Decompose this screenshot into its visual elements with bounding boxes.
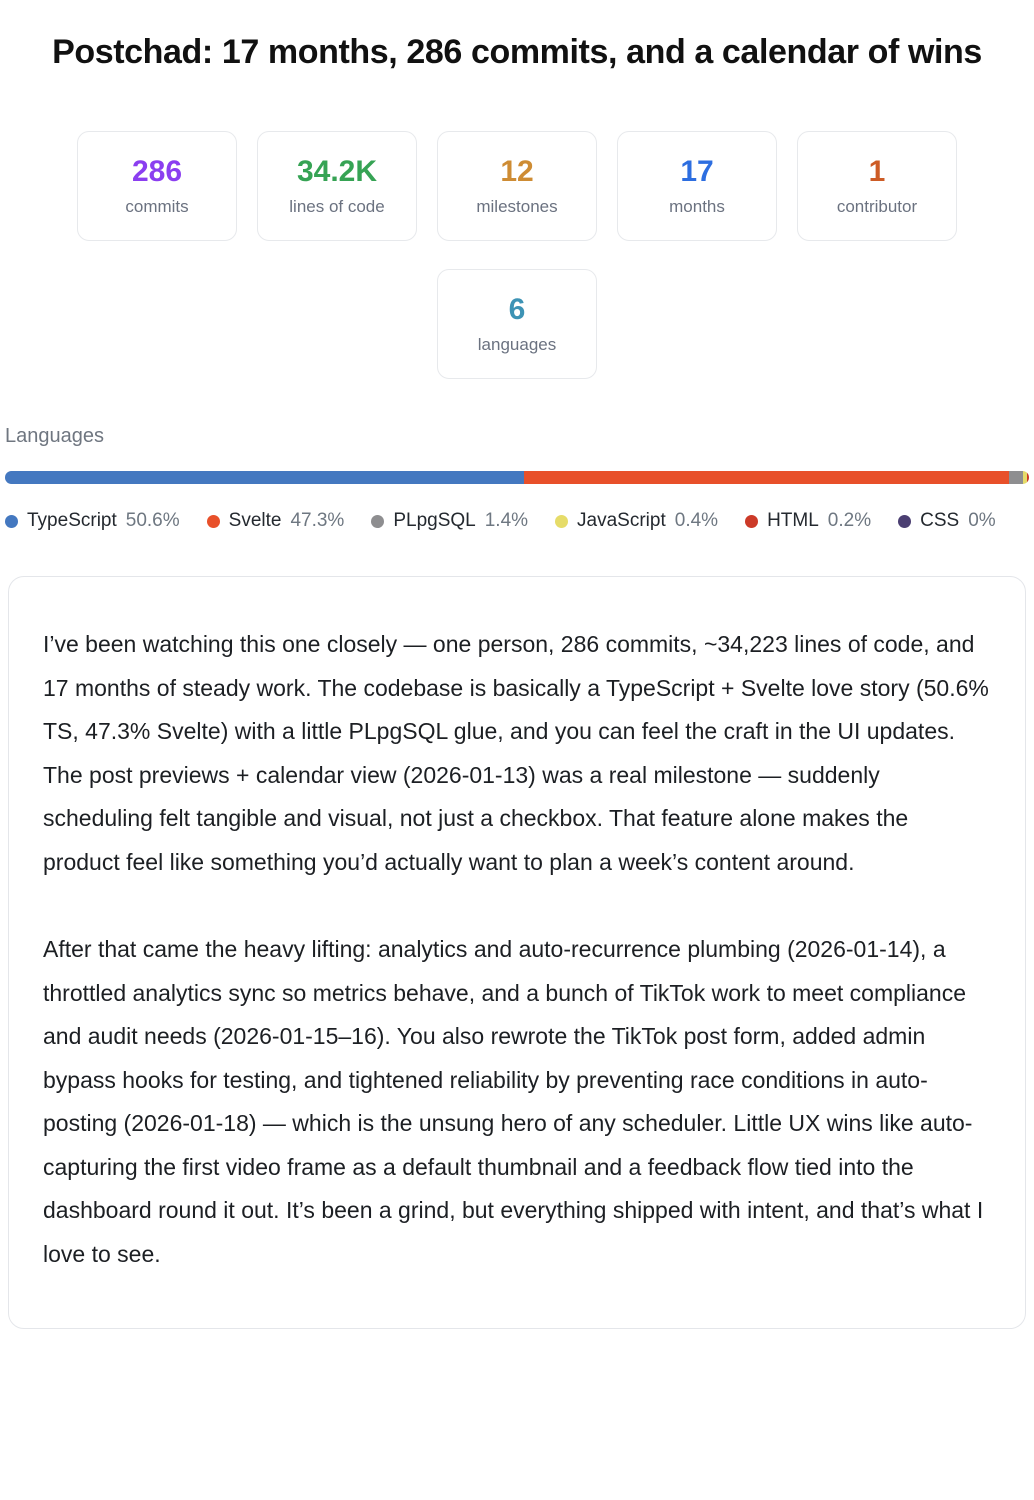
- page-title: Postchad: 17 months, 286 commits, and a calendar of wins: [52, 33, 982, 71]
- legend-name: Svelte: [228, 510, 282, 531]
- legend-item-svelte: [207, 510, 345, 532]
- language-bar-segment-svelte: [524, 471, 1009, 484]
- stat-label-months: months: [669, 197, 725, 216]
- language-legend: [5, 510, 1029, 532]
- stat-value-contributor: 1: [868, 155, 886, 188]
- legend-item-typescript: [5, 510, 180, 532]
- stat-value-months: 17: [680, 155, 714, 188]
- typescript-color-dot-icon: [5, 515, 18, 528]
- stat-label-contributor: contributor: [836, 197, 918, 216]
- legend-pct: 47.3%: [290, 510, 345, 531]
- html-color-dot-icon: [745, 515, 758, 528]
- languages-heading: Languages: [5, 425, 104, 447]
- legend-name: PLpgSQL: [393, 510, 476, 531]
- legend-item-html: [745, 510, 871, 532]
- stats-row-primary: [0, 131, 1034, 241]
- javascript-color-dot-icon: [555, 515, 568, 528]
- legend-item-plpgsql: [371, 510, 528, 532]
- legend-item-javascript: [555, 510, 718, 532]
- legend-pct: 0.4%: [674, 510, 719, 531]
- legend-name: HTML: [767, 510, 819, 531]
- legend-pct: 50.6%: [125, 510, 180, 531]
- stat-value-lines-of-code: 34.2K: [296, 155, 378, 188]
- stat-value-commits: 286: [131, 155, 183, 188]
- legend-pct: 0.2%: [827, 510, 872, 531]
- legend-item-css: [898, 510, 996, 532]
- stats-row-secondary: [0, 269, 1034, 379]
- stat-value-milestones: 12: [500, 155, 534, 188]
- plpgsql-color-dot-icon: [371, 515, 384, 528]
- language-distribution-bar: [5, 471, 1029, 484]
- stat-card-commits: [77, 131, 237, 241]
- language-bar-segment-typescript: [5, 471, 524, 484]
- summary-paragraph-2: After that came the heavy lifting: analytics and auto-recurrence plumbing (2026-01-14), a throttled analytics sync so metrics behave, and a bunch of TikTok work to meet compliance and audit needs (2026-01-15–16). You also rewrote the TikTok post form, added admin bypass hooks for testing, and tightened reliability by preventing race conditions in auto-posting (2026-01-18) — which is the unsung hero of any scheduler. Little UX wins like auto-capturing the first video frame as a default thumbnail and a feedback flow tied into the dashboard round it out. It’s been a grind, but everything shipped with intent, and that’s what I love to see.: [43, 936, 984, 1267]
- legend-pct: 1.4%: [484, 510, 529, 531]
- legend-name: CSS: [920, 510, 960, 531]
- languages-section: [5, 425, 1029, 532]
- stat-value-languages: 6: [508, 293, 526, 326]
- stat-card-contributor: [797, 131, 957, 241]
- css-color-dot-icon: [898, 515, 911, 528]
- legend-pct: 0%: [968, 510, 996, 531]
- legend-name: TypeScript: [27, 510, 117, 531]
- stat-card-lines-of-code: [257, 131, 417, 241]
- stat-label-milestones: milestones: [476, 197, 558, 216]
- stat-card-milestones: [437, 131, 597, 241]
- stat-card-months: [617, 131, 777, 241]
- stat-card-languages: [437, 269, 597, 379]
- language-bar-segment-plpgsql: [1009, 471, 1023, 484]
- summary-paragraph-1: I’ve been watching this one closely — one person, 286 commits, ~34,223 lines of code, and 17 months of steady work. The codebase is basically a TypeScript + Svelte love story (50.6% TS, 47.3% Svelte) with a little PLpgSQL glue, and you can feel the craft in the UI updates. The post previews + calendar view (2026-01-13) was a real milestone — suddenly scheduling felt tangible and visual, not just a checkbox. That feature alone makes the product feel like something you’d actually want to plan a week’s content around.: [43, 631, 989, 875]
- stat-label-commits: commits: [125, 197, 189, 216]
- summary-panel: [8, 576, 1026, 1329]
- language-bar-segment-html: [1027, 471, 1029, 484]
- stat-label-lines-of-code: lines of code: [289, 197, 385, 216]
- stat-label-languages: languages: [477, 335, 557, 354]
- svelte-color-dot-icon: [207, 515, 220, 528]
- legend-name: JavaScript: [577, 510, 666, 531]
